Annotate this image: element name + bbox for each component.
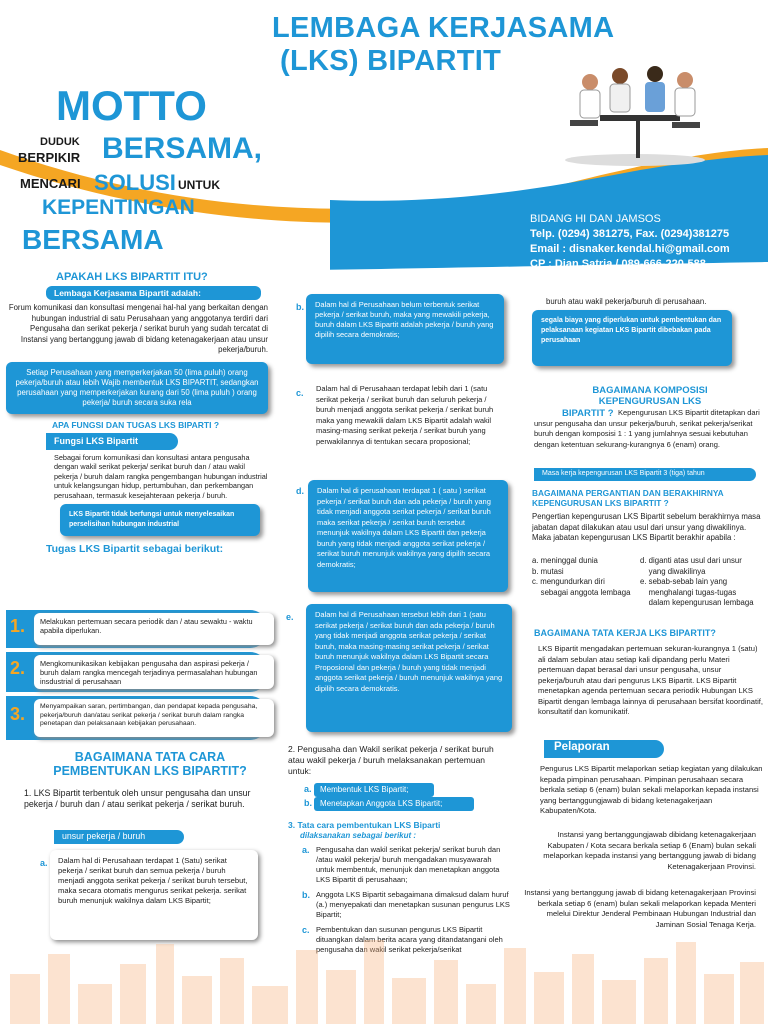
fungsi-text: Sebagai forum komunikasi dan konsultasi antara pengusaha dengan wakil serikat pekerja/ serikat buruh dan / atau wakil pekerja / buruh dalam rangka pengembangan hubungan industrial untuk kelangsungan hidup, pertumbuhan, dan perkembangan perusahaan, termasuk kesejahteraan pekerja / buruh. bbox=[54, 452, 268, 500]
p3a-label: a. bbox=[302, 845, 310, 855]
fungsi-note: LKS Bipartit tidak berfungsi untuk menyelesaikan perselisihan hubungan industrial bbox=[60, 504, 260, 536]
pergantian-h2: KEPENGURUSAN LKS BIPARTIT ? bbox=[532, 498, 669, 508]
unsur-label: unsur pekerja / buruh bbox=[54, 830, 184, 844]
p3b-text: Anggota LKS Bipartit sebagaimana dimaksud dalam huruf (a.) menyepakati dan menetapkan susunan pengurus LKS Bipartit; bbox=[316, 890, 510, 919]
item-e-text: Dalam hal di Perusahaan tersebut lebih dari 1 (satu serikat pekerja / serikat buruh dan ada pekerja / buruh yang tidak menjadi anggota serikat pekerja / serikat buruh, maka masing-masing serikat pekerja / serikat buruh menunjuk wakilnya dalam LKS Bipartit secara Proposional dan pekerja / buruh yang tidak menjadi anggota serikat pekerja / buruh menunjuk wakilnya yang dipilih secara demokratis. bbox=[306, 604, 512, 732]
item-d-label: d. bbox=[296, 486, 304, 496]
contact-bidang: BIDANG HI DAN JAMSOS bbox=[530, 213, 661, 225]
reason-item: d. diganti atas usul dari unsur bbox=[640, 556, 742, 565]
tugas-list bbox=[6, 610, 268, 740]
komposisi-h2: KEPENGURUSAN LKS bbox=[598, 395, 702, 407]
reasons-left bbox=[532, 556, 642, 598]
header bbox=[0, 0, 768, 270]
p2a-label: a. bbox=[304, 784, 312, 794]
p2a-text: Membentuk LKS Bipartit; bbox=[314, 783, 434, 797]
reason-item: sebagai anggota lembaga bbox=[532, 587, 631, 597]
tugas-number: 2. bbox=[10, 658, 26, 678]
column-1 bbox=[6, 272, 268, 555]
reason-item: b. mutasi bbox=[532, 566, 564, 576]
pelaporan-text-3: Instansi yang bertanggung jawab di bidang ketenagakerjaan Provinsi berkala setiap 6 (enam) bulan sekali melaporkan kepada Menteri melelui Direktur Jenderal Pembinaan Hubungan Industrial dan Jaminan Sosial Tenaga Kerja. bbox=[524, 888, 756, 929]
city-skyline-decoration bbox=[0, 914, 768, 1024]
tatakerja-text: LKS Bipartit mengadakan pertemuan sekuran-kurangnya 1 (satu) ali dalam sebulan atau setiap kali dipandang perlu Materi pertemuan dapat berasal dari unsur pengusaha, unsur pekerja/buruh atau dari pengurus LKS Bipartit. LKS Bipartit menetapkan agenda pertemuan secara periodik Hubungan LKS Bipartit dengan lembaga lainnya di perusahaan bersifat koordinatif, konsultatif dan komunikatif. bbox=[538, 644, 764, 716]
motto-berpikir: BERPIKIR bbox=[18, 150, 81, 165]
pergantian-heading bbox=[532, 488, 766, 508]
pelaporan-text-2: Instansi yang bertanggungjawab dibidang ketenagakerjaan Kabupaten / Kota secara berkala setiap 6 (Enam) bulan sekali melaporkan kepada instansi yang bertanggung jawab di bidang Ketenagakerjaan Provinsi. bbox=[543, 830, 756, 871]
p2b-label: b. bbox=[304, 798, 312, 808]
wajib-box: Setiap Perusahaan yang memperkerjakan 50 (lima puluh) orang pekerja/buruh atau lebih Wajib membentuk LKS BIPARTIT, sedangkan perusahaan yang memperkerjakan kurang dari 50 (lima puluh ) orang pekerja/ buruh secara suka rela bbox=[6, 362, 268, 414]
pergantian-text: Pengertian kepengurusan LKS Bipartit sebelum berakhirnya masa jabatan dapat dilakukan atau usul dari unsur yang diwakilinya. Maka jabatan kepengurusan LKS Bipartit berakhir apabila : bbox=[532, 512, 761, 542]
tugas-item bbox=[6, 652, 268, 692]
q-fungsi: APA FUNGSI DAN TUGAS LKS BIPARTI ? bbox=[52, 419, 220, 430]
tugas-text: Melakukan pertemuan secara periodik dan / atau sewaktu - waktu apabila diperlukan. bbox=[34, 613, 274, 645]
reason-item: menghalangi tugas-tugas bbox=[640, 587, 737, 597]
masa-kerja-bar: Masa kerja kepengurusan LKS Bipartit 3 (tiga) tahun bbox=[534, 468, 756, 481]
biaya-box: segala biaya yang diperlukan untuk pembentukan dan pelaksanaan kegiatan LKS Bipartit dibebakan pada perusahaan bbox=[532, 310, 732, 366]
reason-item: c. mengundurkan diri bbox=[532, 577, 605, 586]
tugas-item bbox=[6, 610, 268, 648]
q-tatacara-1: BAGAIMANA TATA CARA bbox=[74, 750, 226, 764]
tugas-number: 1. bbox=[10, 616, 26, 636]
motto-solusi: SOLUSI bbox=[94, 170, 176, 195]
motto-title: MOTTO bbox=[56, 82, 207, 129]
contact-email: Email : disnaker.kendal.hi@gmail.com bbox=[530, 243, 730, 255]
motto-bersama1: BERSAMA, bbox=[102, 132, 263, 165]
contact-block bbox=[530, 212, 768, 270]
reason-item: a. meninggal dunia bbox=[532, 556, 598, 565]
p3-title: 3. Tata cara pembentukan LKS Biparti bbox=[288, 820, 441, 830]
item-a-label: a. bbox=[40, 858, 48, 868]
komposisi-heading bbox=[550, 386, 750, 407]
q-apakah: APAKAH LKS BIPARTIT ITU? bbox=[56, 271, 208, 283]
item-a-text: Dalam hal di Perusahaan terdapat 1 (Satu) serikat pekerja / serikat buruh dan semua pekerja / buruh menjadi anggota serikat pekerja / serikat buruh tersebut, maka secara otomatis mengurus serikat pekerja. serikat buruh menunjuk wakilnya dalam LKS Bipartit; bbox=[50, 850, 258, 940]
tugas-item bbox=[6, 696, 268, 740]
p2-text: 2. Pengusaha dan Wakil serikat pekerja / serikat buruh atau wakil pekerja / buruh melaksanakan pertemuan untuk: bbox=[288, 744, 494, 776]
fungsi-label: Fungsi LKS Bipartit bbox=[46, 433, 178, 450]
p3a-text: Pengusaha dan wakil serikat pekerja/ serikat buruh dan /atau wakil pekerja/ buruh mengadakan musyawarah untuk membentuk, menunjuk dan menetapkan anggota LKS Bipartit di perusahaan; bbox=[316, 845, 501, 884]
komposisi-h3: BIPARTIT ? bbox=[562, 408, 614, 419]
c3-top-text: buruh atau wakil pekerja/buruh di perusahaan. bbox=[546, 297, 707, 306]
q-tatacara-2: PEMBENTUKAN LKS BIPARTIT? bbox=[53, 764, 247, 778]
p1-text: 1. LKS Bipartit terbentuk oleh unsur pengusaha dan unsur pekerja / buruh dan / atau serikat pekerja / serikat buruh. bbox=[24, 788, 251, 809]
motto-mencari: MENCARI bbox=[20, 176, 81, 191]
item-d-text: Dalam hal di perusahaan terdapat 1 ( satu ) serikat pekerja / serikat buruh dan ada pekerja / buruh yang tidak menjadi anggota serikat pekerja / serikat buruh maka serikat pekerja / serikat buruh tersebut menunjuk wakilnya dalam LKS Bipartit dan pekerja buruh yang tidak menjadi anggota serikat pekerja / serikat buruh menunjuk wakilnya yang dipilih secara demokratis; bbox=[308, 480, 508, 592]
motto-untuk: UNTUK bbox=[178, 178, 220, 192]
title-line1: LEMBAGA KERJASAMA bbox=[272, 12, 615, 44]
tugas-label: Tugas LKS Bipartit sebagai berikut: bbox=[46, 543, 224, 555]
item-c-text: Dalam hal di Perusahaan terdapat lebih dari 1 (satu serikat pekerja / serikat buruh dan seluruh pekerja / buruh menjadi anggota serikat pekerja / serikat buruh maka yang mewakili dalam LKS Bipartit adalah wakil masing-masing serikat pekerja / serikat buruh yang perwakilannya di tentukan secara proposional; bbox=[316, 384, 494, 446]
def-label: Lembaga Kerjasama Bipartit adalah: bbox=[46, 286, 261, 301]
item-b-text: Dalam hal di Perusahaan belum terbentuk serikat pekerja / serikat buruh, maka yang mewakili pekerja, buruh dalam LKS Bipartit adalah pekerja / buruh yang dipilih secara demokratis; bbox=[306, 294, 504, 364]
komposisi-text: Kepengurusan LKS Bipartit ditetapkan dari unsur pengusaha dan unsur pekerja/buruh, serikat pekerja/serikat buruh dengan komposisi 1 : 1 yang jumlahnya sesuai kebutuhan dengan ketentuan sekurang-kurangnya 6 (enam) orang. bbox=[534, 408, 760, 449]
tatakerja-heading: BAGAIMANA TATA KERJA LKS BIPARTIT? bbox=[534, 628, 716, 638]
motto-kepentingan: KEPENTINGAN bbox=[42, 196, 195, 219]
motto-bersama2: BERSAMA bbox=[22, 224, 164, 255]
motto-duduk: DUDUK bbox=[40, 136, 80, 148]
p3c-text: Pembentukan dan susunan pengurus LKS Bipartit dituangkan dalam berita acara yang ditandatangani oleh pengusaha dan wakil serikat pekerja/serikat bbox=[316, 925, 503, 954]
p2b-text: Menetapkan Anggota LKS Bipartit; bbox=[314, 797, 474, 811]
tugas-number: 3. bbox=[10, 704, 26, 724]
item-e-label: e. bbox=[286, 612, 294, 622]
p3c-label: c. bbox=[302, 925, 310, 935]
komposisi-h1: BAGAIMANA KOMPOSISI bbox=[592, 385, 708, 396]
def-text: Forum komunikasi dan konsultasi mengenai hal-hal yang berkaitan dengan hubungan industrial di satu Perusahaan yang anggotanya terdiri dari Pengusaha dan serikat pekerja / serikat buruh yang sudah tercatat di Instansi yang bertanggung jawab di bidang ketenagakerjaan atau unsur pekerja/buruh. bbox=[8, 303, 268, 354]
item-b-label: b. bbox=[296, 302, 304, 312]
tugas-text: Menyampaikan saran, pertimbangan, dan pendapat kepada pengusaha, pekerja/buruh dan/atau serikat pekerja / serikat buruh dalam rangka penetapan dan pelaksanaan kebijakan perusahaan. bbox=[34, 699, 274, 737]
tugas-text: Mengkomunikasikan kebijakan pengusaha dan aspirasi pekerja / buruh dalam rangka mencegah terjadinya permasalahan hubungan insdustrial di perusahaan bbox=[34, 655, 274, 689]
reason-item: dalam kepengurusan lembaga bbox=[640, 598, 754, 607]
pergantian-h1: BAGAIMANA PERGANTIAN DAN BERAKHIRNYA bbox=[532, 488, 724, 498]
contact-cp: CP : Dian Satria / 089-666-220-588 bbox=[530, 258, 706, 270]
reason-item: e. sebab-sebab lain yang bbox=[640, 577, 728, 586]
title-line2: (LKS) BIPARTIT bbox=[280, 45, 502, 77]
item-c-label: c. bbox=[296, 388, 304, 398]
q-tatacara bbox=[40, 750, 260, 778]
pelaporan-label: Pelaporan bbox=[544, 740, 664, 758]
p3b-label: b. bbox=[302, 890, 310, 900]
pelaporan-text-1: Pengurus LKS Bipartit melaporkan setiap kegiatan yang dilakukan kepada pimpinan perusahaan. Pimpinan perusahaan secara berkala setiap 6 (enam) bulan sekali melaporkan kepada instansi yang bertanggungjawab di bidang ketenagakerjaan Kabupaten/Kota. bbox=[540, 764, 763, 815]
contact-telp: Telp. (0294) 381275, Fax. (0294)381275 bbox=[530, 228, 730, 240]
reason-item: yang diwakilinya bbox=[640, 566, 706, 576]
p3-subtitle: dilaksanakan sebagai berikut : bbox=[300, 831, 417, 840]
meeting-illustration bbox=[560, 60, 710, 170]
reasons-right bbox=[640, 556, 768, 609]
